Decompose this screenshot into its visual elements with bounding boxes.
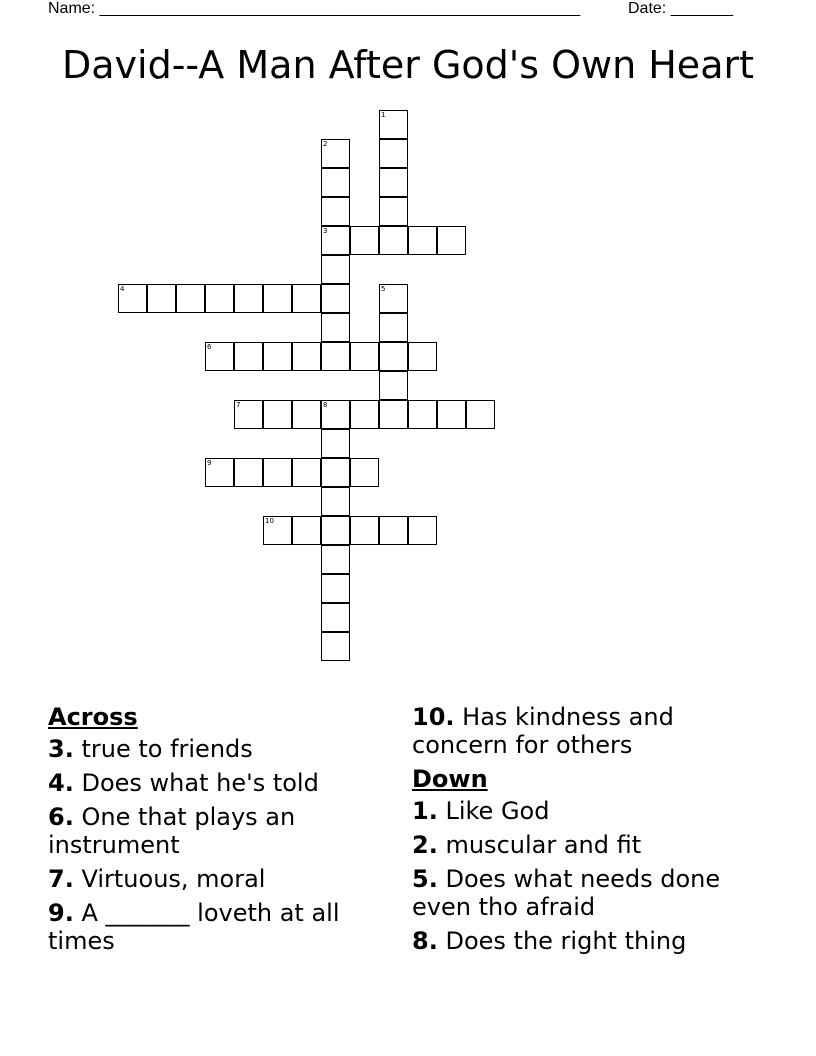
clue-text: true to friends <box>81 735 253 763</box>
cell-number: 5 <box>381 285 386 293</box>
across-clue-10 <box>412 703 762 759</box>
grid-cell[interactable] <box>263 400 292 429</box>
grid-cell[interactable] <box>321 284 350 313</box>
across-clue-9 <box>48 899 388 955</box>
grid-cell[interactable] <box>408 400 437 429</box>
down-clue-8 <box>412 927 762 955</box>
cell-number: 9 <box>207 459 212 467</box>
grid-cell[interactable] <box>379 110 408 139</box>
grid-cell[interactable] <box>408 226 437 255</box>
grid-cell[interactable] <box>379 284 408 313</box>
grid-cell[interactable] <box>379 168 408 197</box>
grid-cell[interactable] <box>205 458 234 487</box>
grid-cell[interactable] <box>292 516 321 545</box>
grid-cell[interactable] <box>408 516 437 545</box>
cell-number: 10 <box>265 517 274 525</box>
grid-cell[interactable] <box>321 226 350 255</box>
across-clue-7 <box>48 865 388 893</box>
down-heading: Down <box>412 765 488 793</box>
grid-cell[interactable] <box>321 255 350 284</box>
down-clue-2 <box>412 831 762 859</box>
clue-number: 1. <box>412 797 438 825</box>
across-clue-6 <box>48 803 388 859</box>
grid-cell[interactable] <box>350 342 379 371</box>
grid-cell[interactable] <box>292 400 321 429</box>
grid-cell[interactable] <box>147 284 176 313</box>
clues-right-column <box>412 703 762 961</box>
down-clue-1 <box>412 797 762 825</box>
grid-cell[interactable] <box>321 429 350 458</box>
grid-cell[interactable] <box>234 342 263 371</box>
grid-cell[interactable] <box>292 458 321 487</box>
grid-cell[interactable] <box>350 516 379 545</box>
grid-cell[interactable] <box>379 313 408 342</box>
grid-cell[interactable] <box>321 197 350 226</box>
cell-number: 4 <box>120 285 125 293</box>
grid-cell[interactable] <box>321 139 350 168</box>
grid-cell[interactable] <box>321 458 350 487</box>
clue-number: 8. <box>412 927 438 955</box>
clue-text: muscular and fit <box>445 831 642 859</box>
grid-cell[interactable] <box>321 313 350 342</box>
name-line: Name: ______________________________________________________ <box>48 0 581 17</box>
down-clue-5 <box>412 865 762 921</box>
grid-cell[interactable] <box>321 545 350 574</box>
grid-cell[interactable] <box>321 342 350 371</box>
grid-cell[interactable] <box>263 342 292 371</box>
page-title: David--A Man After God's Own Heart <box>62 43 754 87</box>
clue-text: Has kindness and concern for others <box>412 703 674 759</box>
grid-cell[interactable] <box>379 371 408 400</box>
grid-cell[interactable] <box>321 603 350 632</box>
date-line: Date: _______ <box>628 0 733 17</box>
grid-cell[interactable] <box>321 487 350 516</box>
clue-text: One that plays an instrument <box>48 803 296 859</box>
grid-cell[interactable] <box>379 197 408 226</box>
cell-number: 1 <box>381 111 386 119</box>
grid-cell[interactable] <box>176 284 205 313</box>
clue-number: 6. <box>48 803 74 831</box>
cell-number: 6 <box>207 343 212 351</box>
cell-number: 8 <box>323 401 328 409</box>
clue-text: Does what needs done even tho afraid <box>412 865 721 921</box>
grid-cell[interactable] <box>321 516 350 545</box>
cell-number: 2 <box>323 140 328 148</box>
grid-cell[interactable] <box>234 400 263 429</box>
across-clue-4 <box>48 769 388 797</box>
clue-text: Does the right thing <box>445 927 687 955</box>
grid-cell[interactable] <box>437 400 466 429</box>
clue-number: 5. <box>412 865 438 893</box>
grid-cell[interactable] <box>263 284 292 313</box>
clue-text: A _______ loveth at all times <box>48 899 340 955</box>
grid-cell[interactable] <box>408 342 437 371</box>
grid-cell[interactable] <box>118 284 147 313</box>
grid-cell[interactable] <box>321 168 350 197</box>
clue-number: 9. <box>48 899 74 927</box>
clue-number: 7. <box>48 865 74 893</box>
grid-cell[interactable] <box>321 400 350 429</box>
grid-cell[interactable] <box>321 574 350 603</box>
grid-cell[interactable] <box>379 400 408 429</box>
clue-number: 2. <box>412 831 438 859</box>
clue-number: 3. <box>48 735 74 763</box>
clue-text: Virtuous, moral <box>81 865 266 893</box>
grid-cell[interactable] <box>263 516 292 545</box>
grid-cell[interactable] <box>350 400 379 429</box>
clue-text: Like God <box>445 797 550 825</box>
grid-cell[interactable] <box>437 226 466 255</box>
grid-cell[interactable] <box>321 632 350 661</box>
grid-cell[interactable] <box>234 458 263 487</box>
grid-cell[interactable] <box>379 226 408 255</box>
clue-text: Does what he's told <box>81 769 319 797</box>
grid-cell[interactable] <box>292 342 321 371</box>
grid-cell[interactable] <box>350 226 379 255</box>
grid-cell[interactable] <box>205 342 234 371</box>
clues-left-column <box>48 703 388 961</box>
clue-number: 10. <box>412 703 455 731</box>
across-heading: Across <box>48 703 138 731</box>
grid-cell[interactable] <box>205 284 234 313</box>
across-clue-3 <box>48 735 388 763</box>
clue-number: 4. <box>48 769 74 797</box>
grid-cell[interactable] <box>350 458 379 487</box>
grid-cell[interactable] <box>263 458 292 487</box>
grid-cell[interactable] <box>379 516 408 545</box>
grid-cell[interactable] <box>379 342 408 371</box>
cell-number: 7 <box>236 401 241 409</box>
grid-cell[interactable] <box>379 139 408 168</box>
grid-cell[interactable] <box>292 284 321 313</box>
grid-cell[interactable] <box>466 400 495 429</box>
grid-cell[interactable] <box>234 284 263 313</box>
cell-number: 3 <box>323 227 328 235</box>
